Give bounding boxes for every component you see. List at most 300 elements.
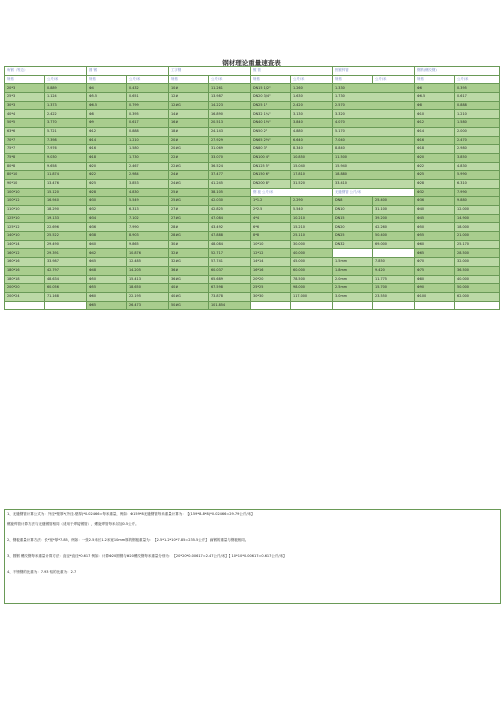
table-cell: 6.313 (127, 206, 169, 215)
table-cell: 7.040 (333, 136, 415, 145)
table-cell: 29.391 (45, 249, 87, 258)
table-cell: 11.874 (45, 171, 87, 180)
table-cell: 13.476 (45, 179, 87, 188)
table-cell: 12*12 (251, 249, 291, 258)
table-cell: 36#G (169, 275, 209, 284)
table-cell: 25*25 (251, 284, 291, 293)
table-cell: 14# (169, 110, 209, 119)
table-cell: 1*1.2 (251, 197, 291, 206)
table-cell: 80*10 (5, 171, 45, 180)
table-row (5, 249, 500, 258)
table-row (5, 232, 500, 241)
table-cell: Φ48 (87, 266, 127, 275)
column-header-cell: 规格 (87, 75, 127, 84)
table-cell: 40.000 (291, 249, 333, 258)
table-cell: 16*16 (251, 266, 291, 275)
table-cell: 40#G (169, 292, 209, 301)
table-cell: 40# (169, 284, 209, 293)
table-row (5, 171, 500, 180)
table-cell (373, 301, 415, 310)
table-cell: 33.410 (333, 179, 415, 188)
table-cell: 4.830 (455, 162, 500, 171)
table-cell: Φ65 (87, 301, 127, 310)
table-cell: Φ50 (415, 223, 455, 232)
table-cell: Φ8 (87, 110, 127, 119)
table-cell: 36.500 (455, 266, 500, 275)
table-cell: 18.000 (455, 223, 500, 232)
group-header-cell: 工字钢 (169, 67, 251, 76)
table-cell: 4.070 (333, 119, 415, 128)
table-cell: 2.467 (127, 162, 169, 171)
column-header-cell: 规格 (333, 75, 373, 84)
table-cell: 73.878 (209, 292, 251, 301)
table-cell: 15.413 (127, 275, 169, 284)
table-row (5, 127, 500, 136)
table-row (5, 179, 500, 188)
table-cell: 50.400 (373, 232, 415, 241)
table-cell: DN65 2½" (251, 136, 291, 145)
table-cell: 2*2.5 (251, 206, 291, 215)
table-cell: 2.422 (45, 110, 87, 119)
table-cell: 75*7 (5, 145, 45, 154)
table-cell: 25# (169, 188, 209, 197)
table-cell: 1.210 (127, 136, 169, 145)
table-row (5, 258, 500, 267)
table-cell: 100*12 (5, 197, 45, 206)
table-cell: DN150 6" (251, 171, 291, 180)
table-cell: 20.513 (209, 119, 251, 128)
table-cell: 20# (169, 136, 209, 145)
table-cell: 69.000 (373, 240, 415, 249)
sheet-title: 钢材理论重量速查表 (222, 59, 281, 67)
table-cell: 30# (169, 240, 209, 249)
table-cell: 20*20 (251, 275, 291, 284)
table-cell: Φ100 (415, 292, 455, 301)
table-cell: 42.030 (209, 197, 251, 206)
table-row (5, 214, 500, 223)
table-cell: 11.775 (373, 275, 415, 284)
table-cell: 25#G (169, 197, 209, 206)
note-line: 3、圆钢 螺纹钢每米重量计算方法：直径*直径*0.617 例如：计算Φ20圆钢与Φ20螺纹钢每米重量分别为：【20*20*0.00617=2.47公斤/米】【 10*10*0.00617=0.617公斤/米】 (7, 554, 287, 558)
table-cell: 20#G (169, 145, 209, 154)
table-cell: 26.473 (127, 301, 169, 310)
table-cell: 36# (169, 266, 209, 275)
table-cell: 110*10 (5, 206, 45, 215)
table-cell: 7.990 (455, 188, 500, 197)
table-cell: 30.000 (291, 240, 333, 249)
table-cell: 1.5mm (333, 258, 373, 267)
column-header-cell: 规格 (5, 75, 45, 84)
table-cell: 12.000 (455, 206, 500, 215)
table-cell: 140*10 (5, 232, 45, 241)
table-cell: 6.310 (455, 179, 500, 188)
table-cell: 11.500 (333, 153, 415, 162)
table-cell: 47.888 (209, 232, 251, 241)
note-line: 螺旋焊管计算方法与无缝钢管相同（适用于焊接钢管），螺旋焊管每米另加0.5公斤。 (7, 522, 139, 526)
table-cell: DN32 1¼" (251, 110, 291, 119)
table-cell: 15.040 (291, 162, 333, 171)
table-cell: Φ30 (87, 197, 127, 206)
table-cell: Φ20 (87, 162, 127, 171)
table-cell: Φ4 (87, 84, 127, 93)
table-cell: 80*8 (5, 162, 45, 171)
table-cell: Φ5.5 (87, 93, 127, 102)
table-cell: 3.320 (333, 110, 415, 119)
table-cell: 0.395 (127, 110, 169, 119)
table-cell: Φ80 (415, 275, 455, 284)
table-cell: 1.8mm (333, 266, 373, 275)
table-cell: 3.850 (455, 153, 500, 162)
table-cell: 1.580 (127, 145, 169, 154)
table-cell: 7.990 (127, 223, 169, 232)
table-cell: 19.133 (45, 214, 87, 223)
table-cell: 5.549 (127, 197, 169, 206)
table-cell (333, 301, 373, 310)
table-cell: 24#G (169, 179, 209, 188)
table-cell: 18.650 (127, 284, 169, 293)
table-cell: Φ16 (87, 145, 127, 154)
table-cell: 28.500 (455, 249, 500, 258)
table-cell: Φ32 (87, 206, 127, 215)
table-cell: 0.888 (455, 101, 500, 110)
table-cell: 18.880 (333, 171, 415, 180)
table-cell: 22# (169, 153, 209, 162)
table-cell (45, 301, 87, 310)
table-cell: 12#G (169, 101, 209, 110)
table-cell: Φ34 (87, 214, 127, 223)
table-cell: 2.000 (455, 127, 500, 136)
table-cell: Φ20 (415, 153, 455, 162)
table-cell: 125*12 (5, 223, 45, 232)
table-cell: Φ28 (87, 188, 127, 197)
table-cell: 160*12 (5, 249, 45, 258)
table-cell: 30*3 (5, 101, 45, 110)
table-cell: 3.130 (291, 110, 333, 119)
table-cell: 2.570 (333, 101, 415, 110)
table-cell: Φ70 (415, 258, 455, 267)
table-cell: DN125 5" (251, 162, 291, 171)
plate-subheader: 钢 板 公斤/米 (251, 188, 333, 197)
table-cell: 25*3 (5, 93, 45, 102)
table-cell: Φ55 (87, 284, 127, 293)
table-cell: 1.373 (45, 101, 87, 110)
table-cell: 7.976 (45, 145, 87, 154)
table-cell: 32# (169, 249, 209, 258)
table-cell: 9.865 (127, 240, 169, 249)
table-cell: 24.143 (209, 127, 251, 136)
table-cell: 8*8 (251, 232, 291, 241)
weight-table (4, 66, 500, 310)
table-cell: 0.617 (455, 93, 500, 102)
table-cell: 28# (169, 223, 209, 232)
table-cell: 30*30 (251, 292, 291, 301)
table-cell: 41.245 (209, 179, 251, 188)
table-cell (455, 301, 500, 310)
table-cell: 25.522 (45, 232, 87, 241)
table-cell: 0.432 (127, 84, 169, 93)
table-cell: Φ45 (87, 258, 127, 267)
column-header-cell: 公斤/米 (455, 75, 500, 84)
table-cell: 27.929 (209, 136, 251, 145)
table-cell: 9.658 (45, 162, 87, 171)
column-header-cell: 规格 (169, 75, 209, 84)
table-cell (415, 301, 455, 310)
table-cell: DN20 (333, 223, 373, 232)
table-cell: Φ42 (87, 249, 127, 258)
group-header-cell: 热镀锌管 (333, 67, 415, 76)
table-cell: Φ40 (415, 206, 455, 215)
table-cell: 52.717 (209, 249, 251, 258)
table-cell: Φ32 (415, 188, 455, 197)
table-cell: Φ18 (415, 145, 455, 154)
table-cell: Φ25 (87, 179, 127, 188)
table-cell: 5.990 (455, 171, 500, 180)
table-cell: 1.260 (291, 84, 333, 93)
table-cell: 1.124 (45, 93, 87, 102)
table-cell: 10*10 (251, 240, 291, 249)
table-cell: 22.195 (127, 292, 169, 301)
table-row (5, 84, 500, 93)
table-cell: 60.000 (291, 266, 333, 275)
table-cell: DN15 (333, 214, 373, 223)
table-cell: 27# (169, 206, 209, 215)
table-cell: 5.170 (333, 127, 415, 136)
table-cell: 200*20 (5, 284, 45, 293)
table-cell: 15.120 (45, 188, 87, 197)
table-cell: Φ60 (87, 292, 127, 301)
table-cell: DN40 1½" (251, 119, 291, 128)
column-header-row (5, 75, 500, 84)
table-cell: 7.102 (127, 214, 169, 223)
table-cell: 31.069 (209, 145, 251, 154)
table-cell (251, 301, 291, 310)
group-header-cell: 角钢（等边） (5, 67, 87, 76)
table-cell: 1.730 (333, 93, 415, 102)
table-cell: DN25 (333, 232, 373, 241)
note-line: 1、无缝钢管计算公式为：外径*壁厚*(外径-壁厚)*0.02466=每米重量，例如：Φ159*8无缝钢管每米重量计算为：【(159*8-8*8)*0.02466=29.79公斤/米】 (7, 512, 255, 516)
table-cell: Φ14 (415, 127, 455, 136)
table-cell: 3.840 (291, 119, 333, 128)
table-cell: 42.797 (45, 266, 87, 275)
table-cell: 39.200 (373, 214, 415, 223)
table-cell: 5.721 (45, 127, 87, 136)
table-cell: 40*4 (5, 110, 45, 119)
table-cell: 22.696 (45, 223, 87, 232)
table-cell: 5.540 (291, 206, 333, 215)
table-cell: Φ16 (415, 136, 455, 145)
table-cell: 32.000 (455, 258, 500, 267)
table-row (5, 145, 500, 154)
table-cell: 40.000 (455, 275, 500, 284)
table-row (5, 240, 500, 249)
table-cell: 4.880 (291, 127, 333, 136)
table-row (5, 188, 500, 197)
table-cell: 42.260 (373, 223, 415, 232)
table-cell (373, 249, 415, 258)
table-cell: 36.524 (209, 162, 251, 171)
table-cell: 2.5mm (333, 284, 373, 293)
table-cell: 16.890 (209, 110, 251, 119)
table-cell: DN100 4" (251, 153, 291, 162)
table-row (5, 162, 500, 171)
table-cell: 9.030 (45, 153, 87, 162)
table-cell (5, 301, 45, 310)
table-cell: 29.490 (45, 240, 87, 249)
table-cell: 31.520 (291, 179, 333, 188)
table-cell: 21.000 (455, 232, 500, 241)
table-cell: Φ36 (87, 223, 127, 232)
table-cell: 140*14 (5, 240, 45, 249)
table-cell: 117.000 (291, 292, 333, 301)
table-cell: Φ75 (415, 266, 455, 275)
table-cell: Φ14 (87, 136, 127, 145)
table-row (5, 223, 500, 232)
table-cell: 8.340 (291, 145, 333, 154)
notes-box (4, 509, 501, 604)
table-cell: 37.477 (209, 171, 251, 180)
table-cell: 1.330 (333, 84, 415, 93)
table-cell: 22#G (169, 162, 209, 171)
table-cell: 6.640 (291, 136, 333, 145)
table-cell: 32#G (169, 258, 209, 267)
table-cell: 3.853 (127, 179, 169, 188)
table-cell: 6*6 (251, 223, 291, 232)
table-cell: Φ55 (415, 232, 455, 241)
table-cell: 50*5 (5, 119, 45, 128)
table-cell: 10.850 (291, 153, 333, 162)
table-cell: 2.0mm (333, 275, 373, 284)
group-header-row (5, 67, 500, 76)
table-cell: 17.810 (291, 171, 333, 180)
table-cell: 18.290 (45, 206, 87, 215)
table-cell: 10.210 (291, 214, 333, 223)
table-cell: 160*16 (5, 258, 45, 267)
table-cell: 12# (169, 93, 209, 102)
table-row (5, 206, 500, 215)
note-line: 4、不锈钢的比重为：7.93 铝的比重为：2.7 (7, 570, 77, 574)
table-cell: 18# (169, 127, 209, 136)
table-cell: Φ6 (415, 84, 455, 93)
table-cell: DN10 (333, 206, 373, 215)
table-cell: 7.850 (373, 258, 415, 267)
table-cell: 4.830 (127, 188, 169, 197)
table-cell: 25.110 (291, 232, 333, 241)
table-cell: 38.105 (209, 188, 251, 197)
table-cell: 8.903 (127, 232, 169, 241)
table-cell: 9.420 (373, 266, 415, 275)
column-header-cell: 公斤/米 (45, 75, 87, 84)
table-cell: 33.987 (45, 258, 87, 267)
table-row (5, 197, 500, 206)
column-header-cell: 公斤/米 (209, 75, 251, 84)
table-cell: 65.689 (209, 275, 251, 284)
table-cell: Φ60 (415, 240, 455, 249)
table-cell: 11.261 (209, 84, 251, 93)
table-cell: 43.492 (209, 223, 251, 232)
column-header-cell: 公斤/米 (291, 75, 333, 84)
table-cell: 200*24 (5, 292, 45, 301)
table-row (5, 119, 500, 128)
table-cell: DN25 1" (251, 101, 291, 110)
table-cell: 1.580 (455, 119, 500, 128)
column-header-cell: 公斤/米 (127, 75, 169, 84)
table-cell: 2.470 (455, 136, 500, 145)
table-cell: 67.598 (209, 284, 251, 293)
table-cell: 42.825 (209, 206, 251, 215)
table-cell: 10# (169, 84, 209, 93)
table-cell: 0.617 (127, 119, 169, 128)
table-cell: 9.880 (455, 197, 500, 206)
table-cell: 23.550 (373, 292, 415, 301)
table-cell: 33.070 (209, 153, 251, 162)
table-cell: 10.876 (127, 249, 169, 258)
table-cell: 50.000 (455, 284, 500, 293)
table-cell: 7.398 (45, 136, 87, 145)
table-cell: 1.630 (291, 93, 333, 102)
column-header-cell: 公斤/米 (373, 75, 415, 84)
column-header-cell: 规格 (415, 75, 455, 84)
table-cell: 4*4 (251, 214, 291, 223)
table-cell: 48.634 (45, 275, 87, 284)
table-cell (291, 301, 333, 310)
table-cell: 0.395 (455, 84, 500, 93)
table-cell: Φ9 (87, 119, 127, 128)
table-row (5, 275, 500, 284)
table-cell: 57.741 (209, 258, 251, 267)
table-cell: 90*10 (5, 179, 45, 188)
table-cell: 14.900 (455, 214, 500, 223)
table-cell: 1.730 (127, 153, 169, 162)
table-cell: Φ45 (415, 214, 455, 223)
table-cell: 1.210 (455, 110, 500, 119)
table-cell: Φ28 (415, 179, 455, 188)
table-cell: 2.420 (291, 101, 333, 110)
table-row (5, 301, 500, 310)
table-cell: 50#G (169, 301, 209, 310)
table-row (5, 153, 500, 162)
table-cell: 0.888 (127, 127, 169, 136)
table-cell: 180*16 (5, 266, 45, 275)
seamless-subheader: 无缝钢管 公斤/米 (333, 188, 415, 197)
table-cell: 48.084 (209, 240, 251, 249)
table-cell: 25.400 (373, 197, 415, 206)
table-row (5, 101, 500, 110)
table-cell: 13.987 (209, 93, 251, 102)
table-cell: 75*8 (5, 153, 45, 162)
table-cell: Φ65 (415, 249, 455, 258)
table-row (5, 284, 500, 293)
table-cell: 0.651 (127, 93, 169, 102)
table-cell: Φ8 (415, 101, 455, 110)
table-cell: DN32 (333, 240, 373, 249)
table-cell: 70*7 (5, 136, 45, 145)
group-header-cell: 钢筋(螺纹钢) (415, 67, 500, 76)
table-cell: Φ6.5 (87, 101, 127, 110)
table-cell: 12.485 (127, 258, 169, 267)
table-cell: Φ18 (87, 153, 127, 162)
table-cell: 71.168 (45, 292, 87, 301)
table-cell: 2.984 (127, 171, 169, 180)
table-cell: 62.000 (455, 292, 500, 301)
table-cell: 14*14 (251, 258, 291, 267)
table-cell: 15.700 (373, 284, 415, 293)
table-cell: Φ38 (87, 232, 127, 241)
table-cell: Φ6.5 (415, 93, 455, 102)
group-header-cell: 镀 管 (251, 67, 333, 76)
table-cell: DN80 3" (251, 145, 291, 154)
table-cell: 101.854 (209, 301, 251, 310)
table-cell: 27#G (169, 214, 209, 223)
